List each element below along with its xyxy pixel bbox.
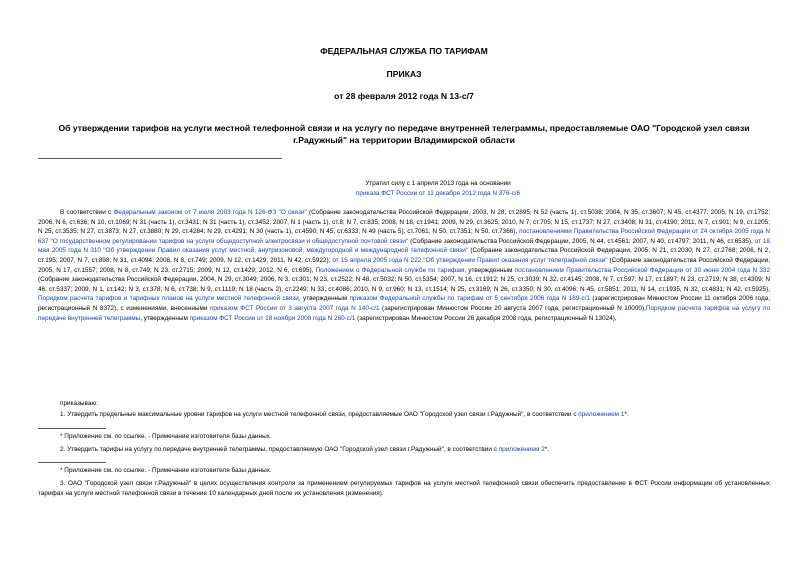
phone-tariff-procedure-link[interactable]: Порядком расчета тарифов и тарифных планов на услуги местной телефонной связи [38,295,299,303]
decree-222-link[interactable]: от 15 апреля 2005 года N 222 "Об утверждении Правил оказания услуг телеграфной связи" [332,256,608,264]
appendix-1-link[interactable]: приложением 1 [578,411,625,418]
preamble-text: (Собрание законодательства Российской Федерации, 2004, N 29, ст.3049; 2006, N 3, ст.301; N 23, ст.2522; N 48, ст.5032; N 50, ст.5354; 2007, N 16, ст.1912; N 25, ст.3039; N 32, ст.4145; 2008, N 7, ст.597; N 17, ст.1897; N 23, ст.2719; N 38, ст.4309; N 46, ст.5337; 2009, N 1, ст.142; N 3, ст.378; N 6, ст.738; N 9, ст.1119; N 18 (часть 2), ст.2249; N 33, ст.4086; 2010, N 9, ст.960; N 13, ст.1514; N 25, ст.3169; N 26, ст.3350; N 30, ст.4096; N 45, ст.5851; 2011, N 14, ст.1935, N 32, ст.4831; N 42, ст.5925), [38,276,770,293]
preamble-text: (Собрание законодательства Российской Федерации, 2005, N 21, ст.2030; N 27, ст.2768; 2006, N 2, ст.195; 2007, N 7, ст.898; N 31, ст.4094; 2008, N 8, ст.749; 2009, N 12, ст.1429; 2011, N 42, ст.5922), [38,247,770,264]
fst-regulation-link[interactable]: Положением о Федеральной службе по тарифам [315,266,465,274]
status-note [278,179,598,198]
footnote-divider-1 [38,428,106,429]
telegram-tariff-procedure-link[interactable]: Порядком расчета тарифов на услугу по передаче внутренней телеграммы [38,304,770,322]
preamble-text: (зарегистрирован Минюстом России 26 декабря 2008 года, регистрационный N 13024), [355,314,617,322]
preamble-text: (Собрание законодательства Российской Федерации, 2003, N 28, ст.2895; N 52 (часть 1), ст.5038; 2004, N 35, ст.3607; N 45, ст.4377; 2005, N 19, ст.1752; 2006, N 6, ст.636; N 10, ст.1069; N 31 (часть 1), ст.3431; N 31 (часть 1), ст.3452; 2007, N 1 (часть 1), ст.8; N 7, ст.835; 2008, N 18, ст.1941; 2009, N 29, ст.3625; 2010, N 7, ст.705; N 15, ст.1737; N 27, ст.3408; N 31, ст.4190; 2011, N 7, ст.901; N 9, ст.1205; N 25, ст.3535; N 27, ст.3873; N 27, ст.3880; N 29, ст.4284; N 29, ст.4291; N 30 (часть 1), ст.4590; N 45, ст.6333; N 49 (часть 5), ст.7061; N 50, ст.7351; N 50, ст.7366), [38,209,770,236]
preamble-paragraph [38,208,770,323]
item-3: 3. ОАО "Городской узел связи г.Радужный" в целях осуществления контроля за применением регулируемых тарифов на услуги местной телефонной связи обеспечить предоставление в ФСТ России информации об установленных тарифах на услуги местной телефонной связи в течение 10 календарных дней после их установления (изменения). [38,480,770,497]
agency-heading: ФЕДЕРАЛЬНАЯ СЛУЖБА ПО ТАРИФАМ [320,46,488,56]
order-260-link[interactable]: приказом ФСТ России от 18 ноября 2008 года N 260-с/1 [189,314,356,322]
order-140-link[interactable]: приказом ФСТ России от 3 августа 2007 года N 140-с/1 [209,304,380,312]
preamble-text: , утвержденным [298,295,350,303]
footnote-1: * Приложение см. по ссылке. - Примечание изготовителя базы данных. [60,433,272,440]
order-189-link[interactable]: приказом Федеральной службы по тарифам от 5 сентября 2006 года N 189-с/1 [349,295,591,303]
document-title: Об утверждении тарифов на услуги местной телефонной связи и на услугу по передаче внутренней телеграммы, предоставляемые ОАО "Городской узел связи г.Радужный" на территории Владимирской области [58,123,750,145]
date-number-heading: от 28 февраля 2012 года N 13-с/7 [334,91,474,101]
title-divider [38,158,282,159]
item-1-text: 1. Утвердить предельные максимальные уровни тарифов на услуги местной телефонной связи, предоставляемые ОАО "Городской узел связи г.Радужный", в соответствии с [60,411,579,418]
item-2-text: 2. Утвердить тарифы на услугу по передаче внутренней телеграммы, предоставляемую ОАО "Городской узел связи г.Радужный", в соответствии с [60,446,499,453]
preamble-text: (Собрание законодательства Российской Федерации, 2005, N 44, ст.4561; 2007, N 40, ст.4797; 2011, N 46, ст.6535), [408,237,755,245]
item-1-tail: *. [624,411,629,418]
law-126-link[interactable]: Федеральным законом от 7 июля 2003 года N 126-ФЗ "О связи" [113,209,307,216]
decree-310-link[interactable]: от 18 мая 2005 года N 310 "Об утверждении Правил оказания услуг местной, внутризоновой, междугородной и международной телефонной связи" [38,237,770,255]
order-word: приказываю: [60,400,98,407]
decree-332-link[interactable]: постановлением Правительства Российской Федерации от 30 июня 2004 года N 332 [514,266,771,274]
footnote-2: * Приложение см. по ссылке. - Примечание изготовителя базы данных. [60,467,272,474]
decree-637-link[interactable]: постановлениями Правительства Российской Федерации от 24 октября 2005 года N 637 "О государственном регулировании тарифов на услуги общедоступной электросвязи и общедоступной почтовой связи" [38,228,770,245]
preamble-text: , утвержденным [140,314,190,322]
preamble-text: , утвержденным [464,266,515,274]
preamble-text: (Собрание законодательства Российской Федерации, 2005, N 17, ст.1557; 2008, N 8, ст.749; N 23, ст.2715; 2009, N 12, ст.1429; 2012, N 6, ст.695), [38,256,770,274]
preamble-text: В соответствии с [60,209,114,216]
item-1 [60,410,770,420]
footnote-divider-2 [38,462,106,463]
preamble-text: (зарегистрирован Минюстом России 20 августа 2007 года, регистрационный N 10000), [379,304,646,312]
appendix-2-link[interactable]: приложением 2 [498,446,545,453]
preamble-text: (зарегистрирован Минюстом России 11 октября 2006 года, регистрационный N 8372), с изменениями, внесенными [38,295,771,312]
item-2 [60,445,770,455]
status-line: Утратил силу с 1 апреля 2013 года на основании [365,180,511,187]
doc-type-heading: ПРИКАЗ [386,69,422,79]
status-link[interactable]: приказа ФСТ России от 11 декабря 2012 года N 376-с/6 [355,189,521,197]
item-2-tail: *. [544,446,550,453]
